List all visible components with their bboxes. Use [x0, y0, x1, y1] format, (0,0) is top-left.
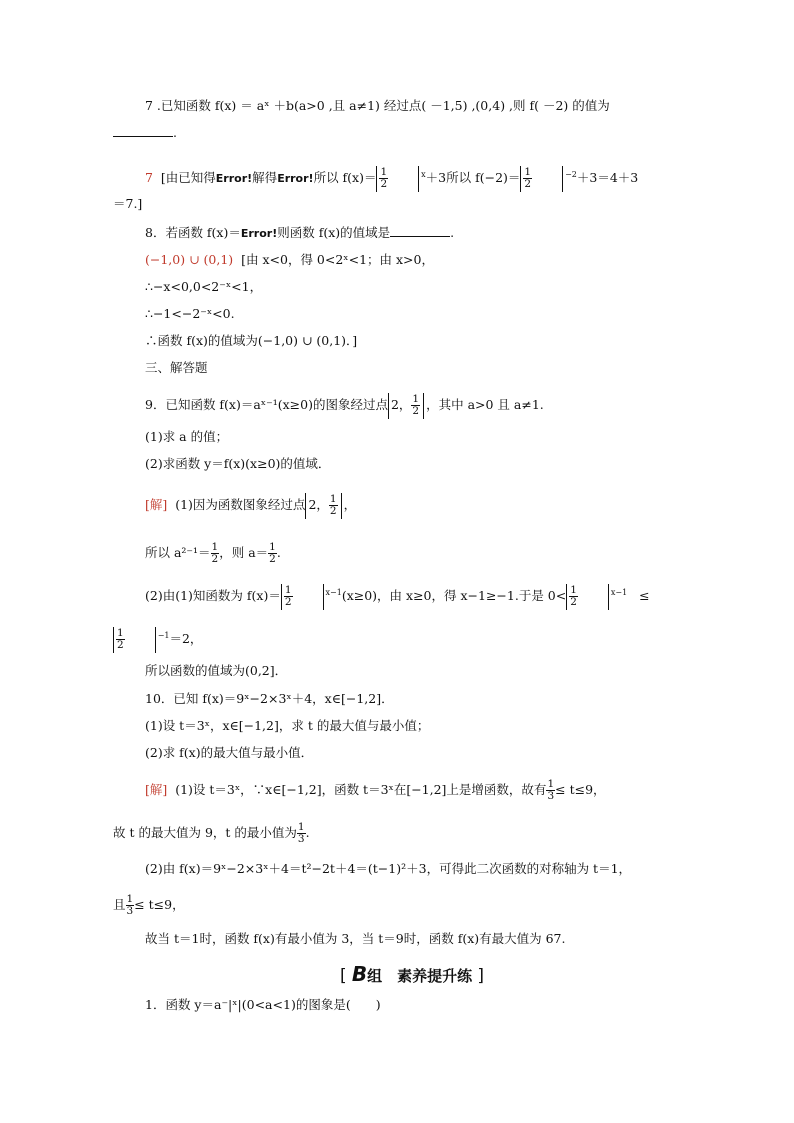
q10-part1: (1)设 t＝3ˣ，x∈[−1,2]，求 t 的最大值与最小值； — [145, 718, 430, 733]
q8-solution-1: (−1,0) ∪ (0,1) [由 x<0，得 0<2ˣ<1；由 x>0， — [145, 252, 434, 267]
q10-part2: (2)求 f(x)的最大值与最小值． — [145, 745, 314, 760]
section-heading: 三、解答题 — [145, 360, 208, 375]
q9-solution-1: [解] (1)因为函数图象经过点 2， $\frac{1}{2}$ ， — [145, 493, 357, 517]
q10-solution-5: 故当 t＝1时，函数 f(x)有最小值为 3，当 t＝9时，函数 f(x)有最大值为 67. — [145, 931, 566, 946]
q9-solution-4: $\frac{1}{2}$ $^{-1}$＝2， — [113, 621, 202, 654]
group-heading: [ B组 素养提升练 ] — [340, 962, 485, 986]
q10-solution-3: (2)由 f(x)＝9ˣ−2×3ˣ＋4＝t²−2t＋4＝(t−1)²＋3，可得此二次函数的对称轴为 t＝1， — [145, 861, 632, 876]
q10-solution-4: 且 $\frac{1}{3}$ ≤ t≤9， — [113, 893, 185, 917]
q8-solution-4: ∴函数 f(x)的值域为(−1,0) ∪ (0,1)．] — [145, 333, 358, 348]
q7-solution-line2: ＝7.] — [113, 196, 143, 211]
q9-question: 9．已知函数 f(x)＝aˣ⁻¹(x≥0)的图象经过点 2， $\frac{1}{2}$ ，其中 a>0 且 a≠1. — [145, 393, 544, 417]
solution-tag: [解] — [145, 497, 168, 512]
q7-answer: 7 — [145, 170, 153, 186]
answer-blank — [113, 124, 173, 137]
q9-solution-3: (2)由(1)知函数为 f(x)＝ $\frac{1}{2}$ $^{x-1}$(x≥0)，由 x≥0，得 x−1≥−1.于是 0< $\frac{1}{2}$ $^{x-1}$ ≤ — [145, 584, 650, 609]
q7-line2: . — [113, 124, 177, 142]
q9-solution-5: 所以函数的值域为(0,2]． — [145, 663, 288, 678]
q9-solution-2: 所以 a²⁻¹＝ $\frac{1}{2}$ ，则 a＝ $\frac{1}{2}$ . — [145, 541, 281, 565]
qb1-question: 1．函数 y＝a⁻|ˣ|(0<a<1)的图象是( ) — [145, 997, 381, 1012]
q8-answer: (−1,0) ∪ (0,1) — [145, 252, 234, 267]
q7-solution-line1: 7 [由已知得Error!解得Error!所以 f(x)＝ $\frac{1}{2}$ $^x$＋3所以 f(−2)＝ $\frac{1}{2}$ $^{-2}$＋3＝4＋3 — [145, 166, 639, 191]
q10-solution-1: [解] (1)设 t＝3ˣ，∵x∈[−1,2]，函数 t＝3ˣ在[−1,2]上是增函数，故有 $\frac{1}{3}$ ≤ t≤9， — [145, 778, 606, 802]
q10-solution-2: 故 t 的最大值为 9，t 的最小值为 $\frac{1}{3}$ . — [113, 821, 310, 845]
q9-part2: (2)求函数 y＝f(x)(x≥0)的值域． — [145, 456, 331, 471]
q10-question: 10．已知 f(x)＝9ˣ−2×3ˣ＋4，x∈[−1,2]． — [145, 691, 394, 706]
q8-solution-2: ∴−x<0,0<2⁻ˣ<1， — [145, 279, 263, 294]
q9-part1: (1)求 a 的值； — [145, 429, 229, 444]
q8-question: 8．若函数 f(x)＝Error!则函数 f(x)的值域是 . — [145, 225, 455, 240]
q8-solution-3: ∴−1<−2⁻ˣ<0. — [145, 306, 235, 321]
solution-tag: [解] — [145, 782, 168, 797]
q7-line1: 7 .已知函数 f(x) ＝ aˣ ＋b(a>0 ,且 a≠1) 经过点( －1,5) ,(0,4) ,则 f( －2) 的值为 — [145, 98, 610, 113]
